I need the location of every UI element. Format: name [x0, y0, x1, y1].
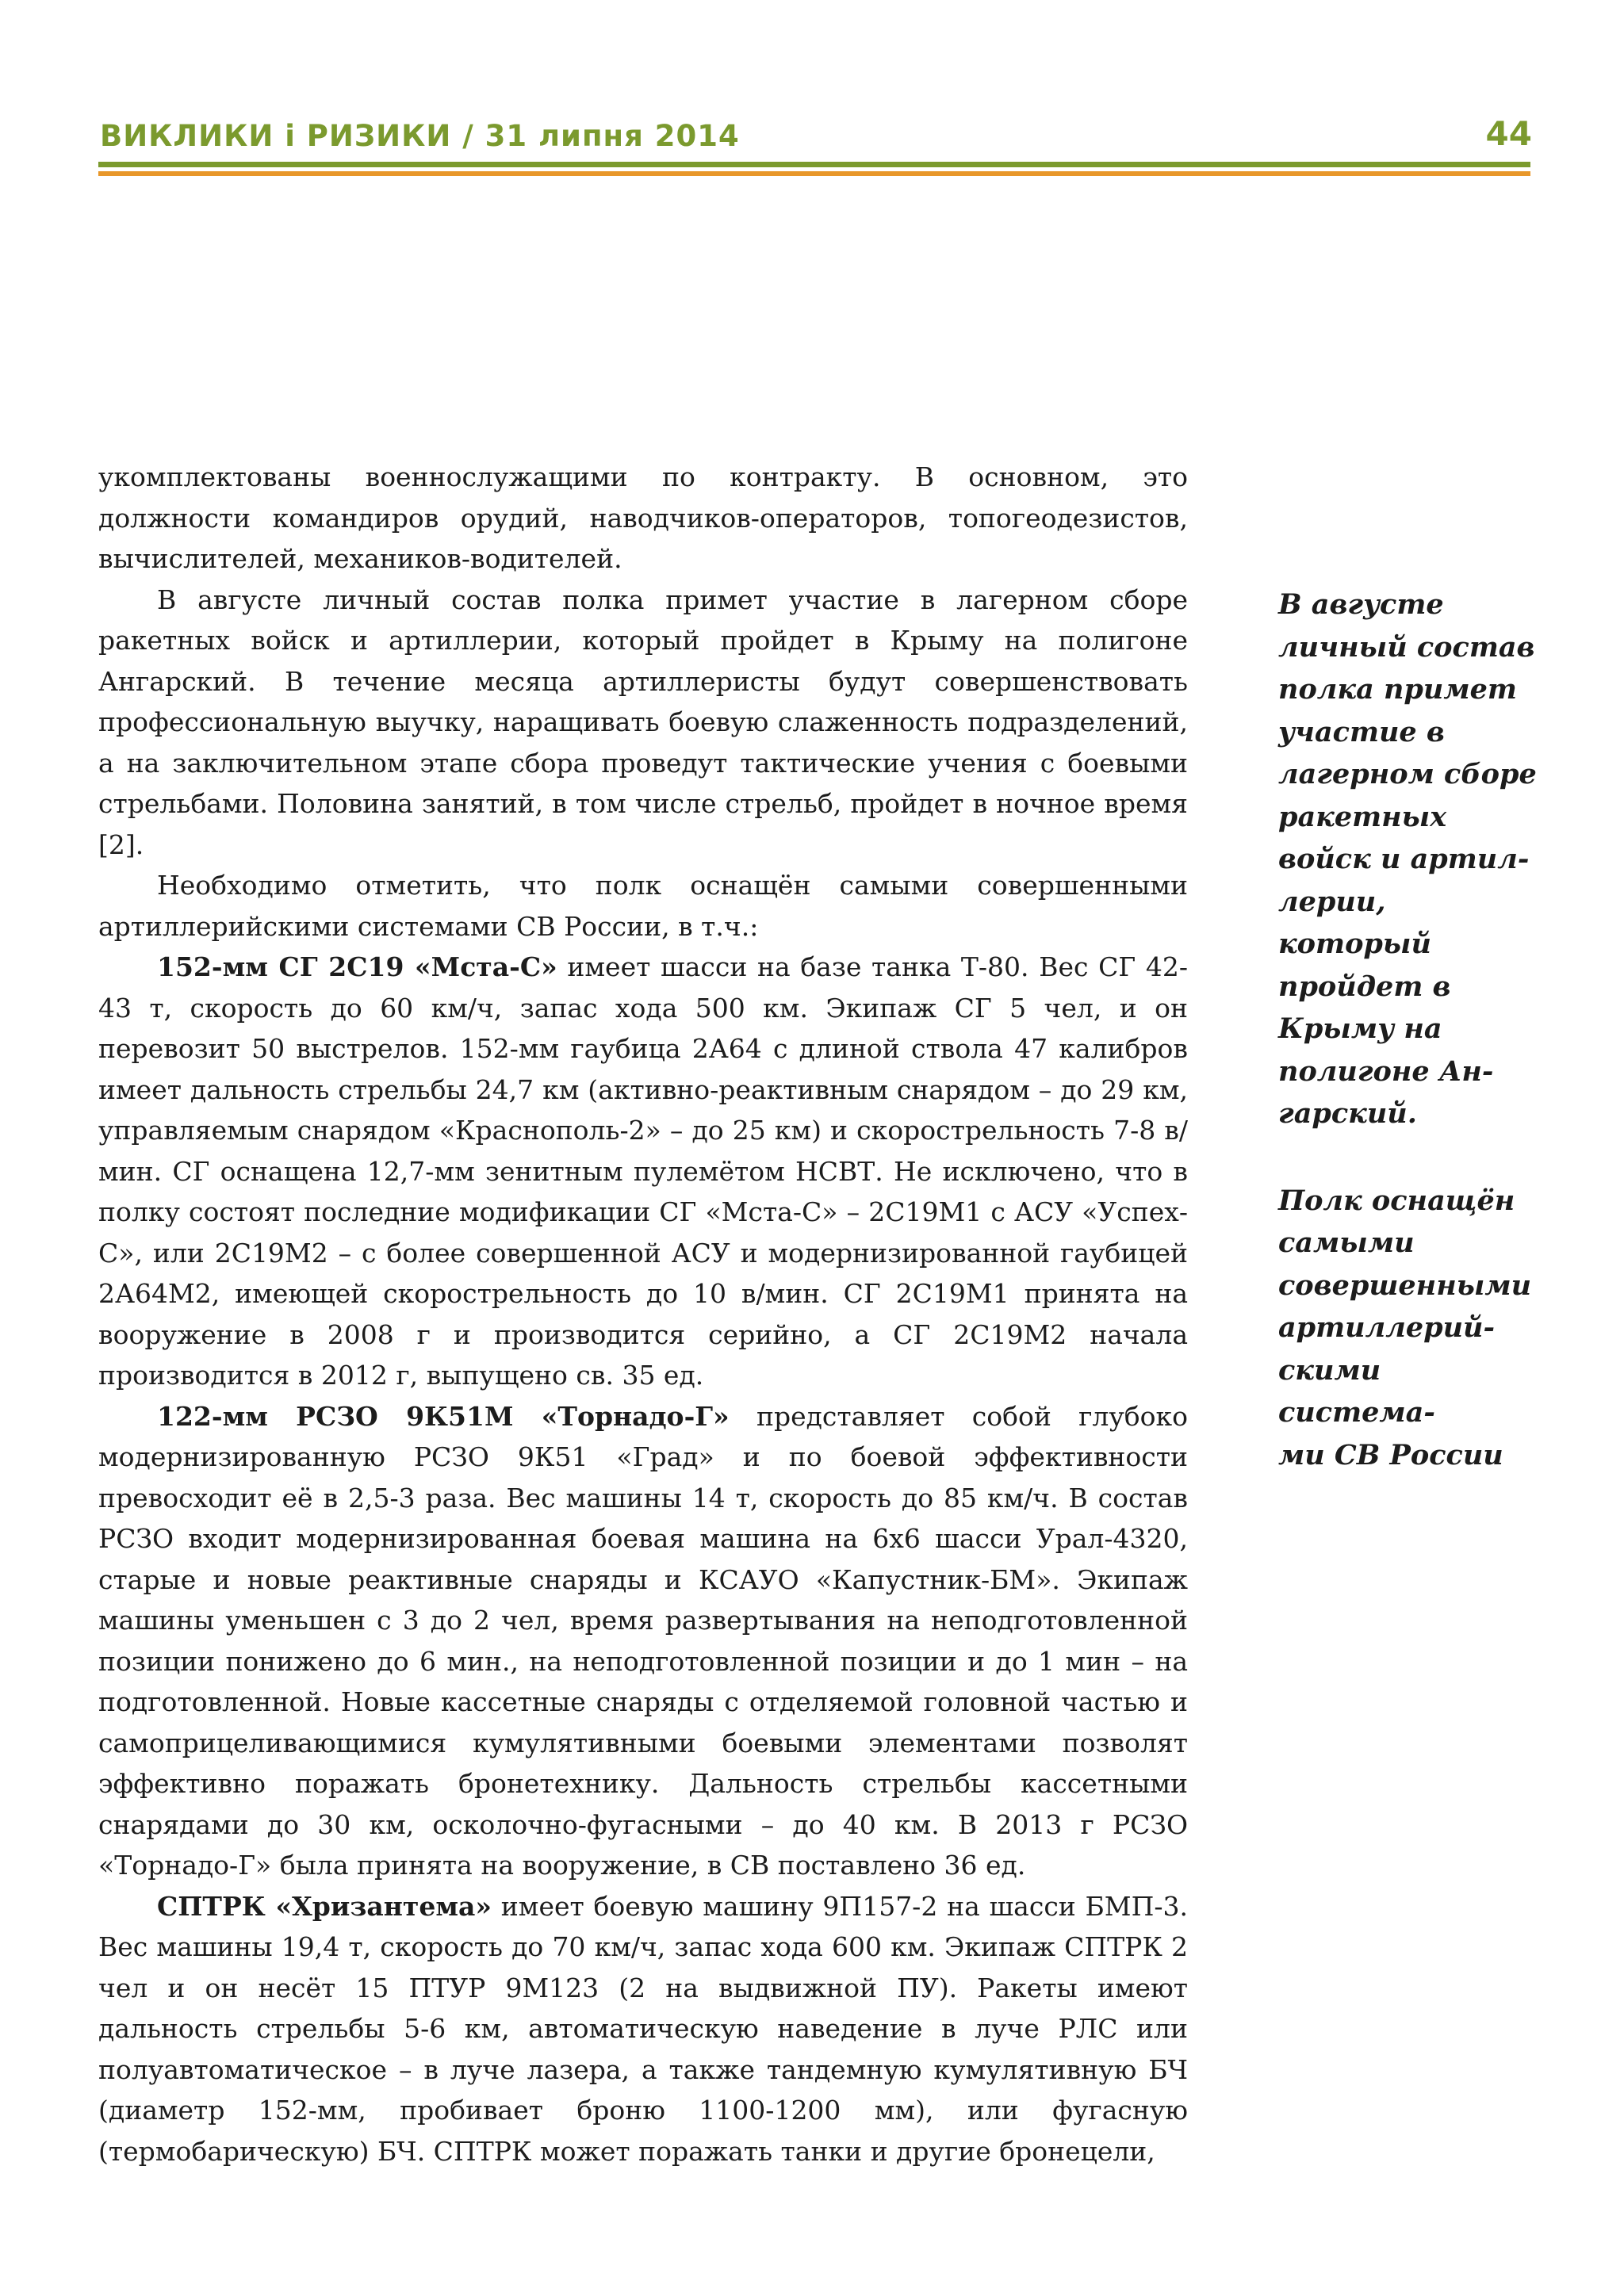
paragraph-intro: укомплектованы военнослужащими по контракту. В основном, это должности командиров орудий, наводчиков-операторов, топогеодезистов, вычислителей, механиков-водителей. — [98, 461, 1188, 574]
header-rule-green — [98, 162, 1530, 167]
paragraph-camp: В августе личный состав полка примет участие в лагерном сборе ракетных войск и артиллерии, который пройдет в Крыму на полигоне Ангарский. В течение месяца артиллеристы будут совершенствовать профессиональную выучку, наращивать боевую слаженность подразделений, а на заключительном этапе сбора проведут тактические учения с боевыми стрельбами. Половина занятий, в том числе стрельб, пройдет в ночное время [2]. — [98, 584, 1188, 860]
term-msta: 152-мм СГ 2С19 «Мста-С» — [157, 951, 557, 982]
pullquote-equipment: Полк оснащён самыми совершенными артиллерий- скими система- ми СВ России — [1278, 1184, 1532, 1471]
header-title: ВИКЛИКИ і РИЗИКИ / 31 липня 2014 — [100, 119, 740, 153]
text-msta: имеет шасси на базе танка Т-80. Вес СГ 42-43 т, скорость до 60 км/ч, запас хода 500 км. Экипаж СГ 5 чел, и он перевозит 50 выстрелов. 152-мм гаубица 2А64 с длиной ствола 47 калибров имеет дальность стрельбы 24,7 км (активно-реактивным снарядом – до 29 км, управляемым снарядом «Краснополь-2» – до 25 км) и скорострельность 7-8 в/мин. СГ оснащена 12,7-мм зенитным пулемётом НСВТ. Не исключено, что в полку состоят последние модификации СГ «Мста-С» – 2С19М1 с АСУ «Успех-С», или 2С19М2 – с более совершенной АСУ и модернизированной гаубицей 2А64М2, имеющей скорострельность до 10 в/мин. СГ 2С19М1 принята на вооружение в 2008 г и производится серийно, а СГ 2С19М2 начала производится в 2012 г, выпущено св. 35 ед. — [98, 951, 1188, 1391]
term-tornado: 122-мм РСЗО 9К51М «Торнадо-Г» — [157, 1400, 730, 1432]
paragraph-equipment: Необходимо отметить, что полк оснащён самыми совершенными артиллерийскими системами СВ России, в т.ч.: — [98, 870, 1188, 942]
pullquote-camp: В августе личный состав полка примет участие в лагерном сборе ракетных войск и артил- лерии, который пройдет в Крыму на полигоне Ан- гарский. — [1278, 588, 1537, 1130]
paragraph-msta — [98, 947, 1188, 1396]
article-body — [98, 457, 1188, 2172]
header-rule-orange — [98, 171, 1530, 176]
paragraph-khrizantema — [98, 1886, 1188, 2172]
text-khrizantema: имеет боевую машину 9П157-2 на шасси БМП-3. Вес машины 19,4 т, скорость до 70 км/ч, запас хода 600 км. Экипаж СПТРК 2 чел и он несёт 15 ПТУР 9М123 (2 на выдвижной ПУ). Ракеты имеют дальность стрельбы 5-6 км, автоматическую наведение в луче РЛС или полуавтоматическое – в луче лазера, а также тандемную кумулятивную БЧ (диаметр 152-мм, пробивает броню 1100-1200 мм), или фугасную (термобарическую) БЧ. СПТРК может поражать танки и другие бронецели, — [98, 1890, 1188, 2167]
term-khrizantema: СПТРК «Хризантема» — [157, 1890, 492, 1922]
sidebar-pullquotes — [1278, 584, 1540, 1476]
page-number: 44 — [1485, 114, 1532, 153]
text-tornado: представляет собой глубоко модернизированную РСЗО 9К51 «Град» и по боевой эффективности превосходит её в 2,5-3 раза. Вес машины 14 т, скорость до 85 км/ч. В состав РСЗО входит модернизированная боевая машина на 6х6 шасси Урал-4320, старые и новые реактивные снаряды и КСАУО «Капустник-БМ». Экипаж машины уменьшен с 3 до 2 чел, время развертывания на неподготовленной позиции понижено до 6 мин., на неподготовленной позиции и до 1 мин – на подготовленной. Новые кассетные снаряды с отделяемой головной частью и самоприцеливающимися кумулятивными боевыми элементами позволят эффективно поражать бронетехнику. Дальность стрельбы кассетными снарядами до 30 км, осколочно-фугасными – до 40 км. В 2013 г РСЗО «Торнадо-Г» была принята на вооружение, в СВ поставлено 36 ед. — [98, 1400, 1188, 1881]
paragraph-tornado — [98, 1396, 1188, 1886]
